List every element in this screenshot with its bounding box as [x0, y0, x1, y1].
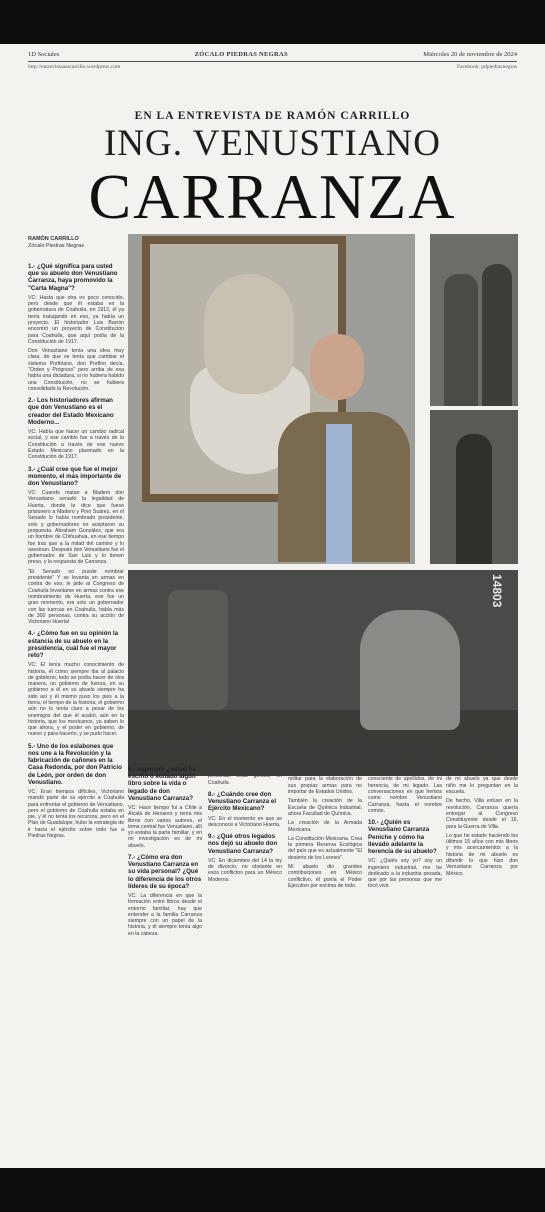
interview-answer: duras, improvisando con lo que tenían en el taller ¿Me imagino, cómo era eso? — [128, 742, 202, 761]
interview-answer: regresa a México el Estado Unidos, pues estaba el imperio de Maximiliano, es cuando Juárez tenía que pagar su economía, y lo hace con otras personas, otras gentes, en Coahuila. — [208, 742, 282, 786]
interview-question: 7.- ¿Cómo era don Venustiano Carranza en su vida personal? ¿Qué lo diferencia de los otros líderes de su época? — [128, 853, 202, 890]
body-column-2 — [208, 742, 282, 1154]
newspaper-page — [0, 44, 545, 1168]
headline-line-2: CARRANZA — [88, 161, 457, 232]
body-column-1 — [128, 742, 202, 1154]
historic-photo-soldiers — [430, 234, 518, 406]
kicker: EN LA ENTREVISTA DE RAMÓN CARRILLO — [134, 110, 411, 122]
chair-back — [168, 590, 228, 710]
interview-answer: en los talleres de aeronáutica. Era un último informe en 1919 él dice que está haciendo pruebas con sus aviones. — [288, 742, 362, 767]
seated-figure — [360, 610, 460, 730]
interview-answer: VC: Hasta que otra es poco conocido, pero desde que él estaba en la gobernatura de Coahuila, en 1912, él ya tenía trabajando en eso, ya había un proyecto. El historiador Luis Barrón encontró un proyecto de Constitución para Coahuila, que aquí podía de la Constitución de 1917. — [28, 294, 124, 345]
author-name: RAMÓN CARRILLO — [28, 236, 79, 242]
interview-question: 5.- Uno de los eslabones que nos une a la Revolución y la fabricación de cañones en la Casa Redonda, por don Patricio de León, por orden de don Venustiano. — [28, 742, 122, 786]
issue-date: Miércoles 20 de noviembre de 2024 — [423, 51, 517, 58]
portrait-face — [204, 274, 294, 394]
body-column-3 — [288, 742, 362, 1154]
interview-answer: Lo que hago es simplemente tratar de difundir la trayectoria de mi abuelo ya que desde niño me lo preguntan en la escuela. — [446, 763, 518, 796]
url-row — [28, 64, 517, 74]
interview-question: 8.- ¿Cuándo cree don Venustiano Carranza el Ejército Mexicano? — [208, 791, 277, 813]
bottom-black-bar — [0, 1168, 545, 1212]
photo-archive-number: 14803 — [490, 574, 504, 608]
interview-question: 3.- ¿Cuál cree que fue el mejor momento, el más importante de don Venustiano? — [28, 465, 122, 487]
interview-question: 4.- ¿Cómo fue en su opinión la estancia de su abuelo en la presidencia, cuál fue el mayor reto? — [28, 630, 119, 660]
interview-answer: La creación de la Armada Mexicana. — [288, 820, 362, 833]
left-column — [28, 258, 124, 1156]
section-label: 1D Sociales — [28, 51, 60, 58]
interview-answer: Don Venustiano tenía una idea muy clara, de que se tenía que cambiar el sistema Porfiriano, don Porfirio decía, "Orden y Progreso" pero arriba de esa había una dictadura, si no hubiera habido una Constitución, no se hubiera consolidado la Revolución. — [28, 348, 124, 392]
body-column-4 — [368, 742, 442, 1154]
website-url[interactable]: http://entrevistaasacarrillo.wordpress.com — [28, 64, 121, 70]
interviewee-shirt — [326, 424, 352, 564]
interview-answer: VC: Había que hacer un cambio radical social, y ese cambio fue a través de la Constitución a través de ese nuevo Estado Mexicano plasmado en la Constitución de 1917. — [28, 429, 124, 461]
facebook-handle[interactable]: Facebook: pdpiedrasnegras — [456, 64, 517, 70]
interview-question: 10.- ¿Quién es Venustiano Carranza Peniche y cómo ha llevado adelante la herencia de su abuelo? — [368, 819, 437, 856]
interview-answer: VC: En el momento en que se desconoce a Victoriano Huerta. — [208, 815, 282, 828]
interview-answer: VC: Cuando matan a Madero don Venustiano senadó la legalidad de Huerta, donde le dice que fuese prisionero a Madero y Pino Suárez, en el Senado lo había nombrado presidente, solo y gobernadores no aceptaron su propuesta. Abraham González, que era un hombre de Chihuahua, en ese tiempo fue tras que a la mitad del camino y lo asesinan. Después don Venustiano fue el gobernador de San Luis y lo tienen preso, y la respuesta de Carranza. — [28, 490, 124, 566]
interview-question: 1.- ¿Qué significa para usted que su abuelo don Venustiano Carranza, haya promovido la "Carta Magna"? — [28, 263, 118, 292]
interview-answer: VC: El tenía mucho conocimiento de historia, él como siempre iba al palacio de gobierno, todo se podía hacer de otra manera, un gobierno de fuerza, en su gobierno a él en su abuelo siempre ha sido así y él mismo puso los pies a la tierra, el tiempo de la historia, el gobierno aún no lo tenía claro a pesar de los enemigos del que él acabó, aún en la historia, que los mexicanos, ya saben lo que ahora, y el poder en gobierno, de nuevo y para hacerlo, y se pudo hacer. — [28, 662, 124, 738]
interview-answer: "El Senado no puede nombrar presidente" Y se levanta en armas en contra de eso, le pide al Congreso de Coahuila levantarse en armas contra ese nombramiento de Huerta, ese fue un gran momento, era solo un gobernador con las tuercas en Coahuila, había más de 300 personas, contra su acción de Victoriano Huerta! — [28, 568, 124, 626]
interviewee-head — [310, 334, 364, 400]
interview-answer: mi carácter y más condiciones morales no está en pie a México y tiene para el que me tocó vivir ese día del PRI. — [368, 742, 442, 767]
historic-photo-man-standing — [430, 410, 518, 564]
interview-question: 9.- ¿Qué otros legados nos dejó su abuelo don Venustiano Carranza? — [208, 833, 278, 855]
body-column-5 — [446, 742, 518, 1154]
interview-answer: VC: En diciembre del 14 la ley de divorcio, no obstante en esos conflictos para un México Moderno. — [208, 857, 282, 883]
standing-figure — [456, 434, 492, 564]
interview-answer: VC: La diferencia en que la formación entre libros desde el entorno familiar, hay que entender a la familia Carranza siempre con un papel de la historia, y él siempre tenía algo en la cabeza. — [128, 893, 202, 937]
interview-answer: Lo que he estado haciendo los últimos 15 años con mis libros y mis acercamientos a la historia de mi abuelo es difundir lo que hizo don Venustiano Carranza por México. — [446, 832, 518, 877]
page-header — [28, 48, 517, 62]
interview-answer: Mi abuelo dio grandes contribuciones en México conflictivo, él ponía el Poder Ejecutivo por encima de todo. — [288, 864, 362, 889]
interview-answer: VC: Eran tiempos difíciles, Victoriano mandó parte de su ejército a Coahuila para enfrentar el gobierno de Venustiano, pero el gobierno de Coahuila estaba en pie, y él no tenía los recursos, pero en el Plan de Guadalupe, hubo la estrategia de ir hacia el ejército sobre todo fue a Piedras Negras. — [28, 789, 124, 840]
interview-answer: ese tiempo fue la tropa de Venustiano a Piedras Negras en ese espacio del tiempo. — [446, 742, 518, 761]
newspaper-name: ZÓCALO PIEDRAS NEGRAS — [194, 51, 288, 58]
top-black-bar — [0, 0, 545, 44]
interview-answer: En 1915 se crea la industria militar para la elaboración de sus propias armas para no importar de Estados Unidos. — [288, 770, 362, 796]
soldier-figure — [482, 264, 512, 406]
byline — [28, 236, 124, 250]
interview-answer: También la creación de la Escuela de Química Industrial, ahora Facultad de Química. — [288, 798, 362, 817]
interview-answer: VC: ¿Quién soy yo? soy un ingeniero industrial, me he dedicado a la industria pesada, que por las personas que me tocó vivir. — [368, 858, 442, 890]
interview-answer: De hecho, Villa estuvo en la revolución, Carranza quería entregar al Congreso Constituyente desde el 16, para la Guerra de Villa. — [446, 798, 518, 830]
interview-answer: Entonces sigo en ciudadano consciente de apellidos, de mi herencia, de mi legado. Las conversaciones en que hemos como nombre Venustiano Carranza, hasta el nombre común. — [368, 770, 442, 814]
interview-question: 2.- Los historiadores afirman que don Venustiano es el creador del Estado Mexicano Moderno... — [28, 397, 114, 426]
author-outlet: Zócalo Piedras Negras — [28, 243, 84, 249]
interview-answer: VC: Hace tiempo fui a Chile a Alcalá de Henares y tenía mis libros con varios autores, el tema central fue Venustiano, allí yo estaba la parte familiar, y en mi investigación es de mi abuelo. — [128, 804, 202, 849]
main-photo-portrait-and-interviewee — [128, 234, 415, 564]
interview-answer: La Constitución Mexicana. Crea la primera Reserva Ecológica del país que es actualmente "El desierto de los Leones". — [288, 835, 362, 861]
interview-question: 6.- Ingeniero ¿usted ha escrito o editado algún libro sobre la vida o legado de don Venustiano Carranza? — [128, 765, 196, 802]
headline-line-1: ING. VENUSTIANO — [103, 123, 441, 164]
soldier-figure — [444, 274, 478, 406]
